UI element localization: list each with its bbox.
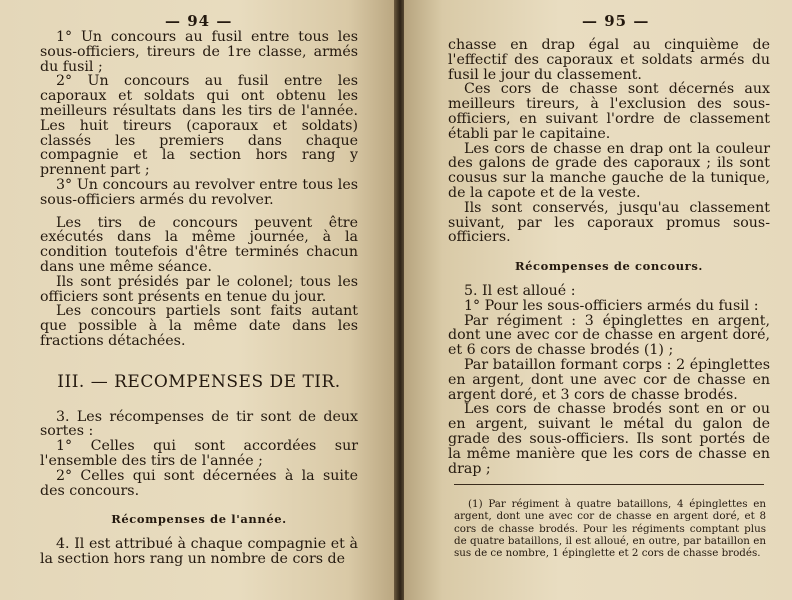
page-number-right: — 95 — xyxy=(582,12,650,30)
paragraph: 1° Pour les sous-officiers armés du fusil : xyxy=(464,297,759,314)
paragraph: Les tirs de concours peuvent être exécutés dans la même journée, à la condition toutefois d'être terminés chacun dans une même séance. xyxy=(40,214,358,275)
paragraph: Ils sont présidés par le colonel; tous les officiers sont présents en tenue du jour. xyxy=(40,273,358,305)
paragraph: 1° Celles qui sont accordées sur l'ensemble des tirs de l'année ; xyxy=(40,438,358,469)
page-number-left: — 94 — xyxy=(165,12,233,30)
paragraph: Les cors de chasse brodés sont en or ou en argent, suivant le métal du galon de grade des sous-officiers. Ils sont portés de la même manière que les cors de chasse en drap ; xyxy=(448,401,770,477)
paragraph: Par régiment : 3 épinglettes en argent, dont une avec cor de chasse en argent doré, et 6 cors de chasse brodés (1) ; xyxy=(448,312,770,359)
subheading: Récompenses de l'année. xyxy=(111,512,287,527)
paragraph: 2° Celles qui sont décernées à la suite des concours. xyxy=(40,467,358,499)
paragraph: 2° Un concours au fusil entre les caporaux et soldats qui ont obtenu les meilleurs résultats dans les tirs de l'année. Les huit tireurs (caporaux et soldats) classés les premiers dans chaque compagnie et la section hors rang y prennent part ; xyxy=(40,73,358,179)
paragraph: Les concours partiels sont faits autant que possible à la même date dans les fractions détachées. xyxy=(40,303,358,349)
footnote xyxy=(454,498,766,559)
paragraph: 1° Un concours au fusil entre tous les sous-officiers, tireurs de 1re classe, armés du fusil ; xyxy=(40,29,358,75)
paragraph: 4. Il est attribué à chaque compagnie et à la section hors rang un nombre de cors de xyxy=(40,536,358,567)
paragraph: 3. Les récompenses de tir sont de deux sortes : xyxy=(40,408,358,440)
right-page-text xyxy=(448,38,770,476)
paragraph: Par bataillon formant corps : 2 épinglettes en argent, dont une avec cor de chasse en argent doré, et 3 cors de chasse brodés. xyxy=(448,356,770,403)
footnote-text: (1) Par régiment à quatre bataillons, 4 épinglettes en argent, dont une avec cor de chasse en argent doré, et 8 cors de chasse brodés. Pour les régiments comptant plus de quatre bataillons, il est alloué, en outre, par bataillon en sus de ce nombre, 1 épinglette et 2 cors de chasse brodés. xyxy=(454,498,766,560)
paragraph: Ces cors de chasse sont décernés aux meilleurs tireurs, à l'exclusion des sous-officiers, en suivant l'ordre de classement établi par le capitaine. xyxy=(448,81,770,142)
paragraph: Les cors de chasse en drap ont la couleur des galons de grade des caporaux ; ils sont cousus sur la manche gauche de la tunique, de la capote et de la veste. xyxy=(448,140,770,201)
paragraph: chasse en drap égal au cinquième de l'effectif des caporaux et soldats armés du fusil le jour du classement. xyxy=(448,37,770,83)
paragraph: 5. Il est alloué : xyxy=(464,282,576,299)
footnote-rule xyxy=(454,484,764,485)
right-page xyxy=(404,0,792,600)
left-page-text xyxy=(40,30,358,567)
paragraph: Ils sont conservés, jusqu'au classement suivant, par les caporaux promus sous-officiers. xyxy=(448,199,770,246)
paragraph: 3° Un concours au revolver entre tous les sous-officiers armés du revolver. xyxy=(40,176,358,208)
section-heading: III. — RECOMPENSES DE TIR. xyxy=(57,371,341,392)
subheading: Récompenses de concours. xyxy=(514,259,704,274)
